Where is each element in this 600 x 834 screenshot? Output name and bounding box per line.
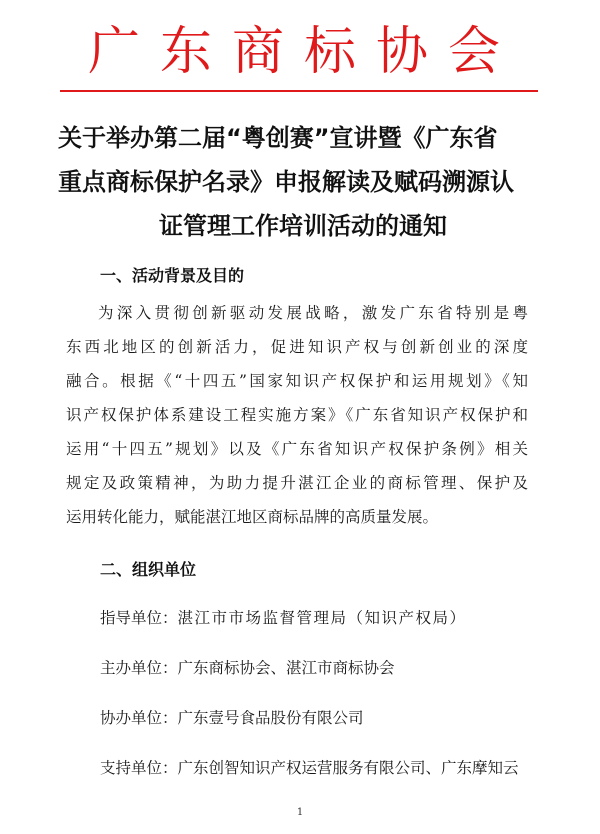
page-number: 1 bbox=[296, 807, 304, 818]
title-line-2: 重点商标保护名录》申报解读及赋码溯源认 bbox=[58, 168, 514, 196]
organizer-row-support bbox=[100, 756, 540, 780]
paragraph-line: 运用转化能力，赋能湛江地区商标品牌的高质量发展。 bbox=[66, 508, 439, 526]
letterhead-red-divider bbox=[60, 90, 538, 92]
organizer-value: 湛江市市场监督管理局（知识产权局） bbox=[177, 609, 467, 627]
organizer-label: 指导单位： bbox=[100, 609, 178, 627]
paragraph-line: 规定及政策精神，为助力提升湛江企业的商标管理、保护及 bbox=[66, 474, 528, 492]
section-heading-organizers: 二、组织单位 bbox=[100, 560, 197, 579]
document-title bbox=[58, 116, 548, 248]
title-line-3: 证管理工作培训活动的通知 bbox=[159, 212, 447, 240]
paragraph-line: 识产权保护体系建设工程实施方案》《广东省知识产权保护和 bbox=[66, 406, 528, 424]
organizer-label: 支持单位： bbox=[100, 759, 178, 777]
paragraph-line: 融合。根据《“十四五”国家知识产权保护和运用规划》《知 bbox=[66, 372, 528, 390]
organizer-value: 广东壹号食品股份有限公司 bbox=[177, 709, 364, 727]
paragraph-line: 为深入贯彻创新驱动发展战略，激发广东省特别是粤 bbox=[98, 304, 528, 322]
section-heading-background: 一、活动背景及目的 bbox=[100, 266, 245, 285]
organizer-label: 协办单位： bbox=[100, 709, 178, 727]
organizer-label: 主办单位： bbox=[100, 659, 178, 677]
organizer-value: 广东创智知识产权运营服务有限公司、广东摩知云 bbox=[177, 759, 519, 777]
organizer-row-co-organizer bbox=[100, 706, 540, 730]
organizer-row-host bbox=[100, 656, 540, 680]
organizer-value: 广东商标协会、湛江市商标协会 bbox=[177, 659, 395, 677]
paragraph-line: 运用“十四五”规划》以及《广东省知识产权保护条例》相关 bbox=[66, 440, 528, 458]
letterhead-organization-name: 广东商标协会 bbox=[87, 22, 520, 82]
title-line-1: 关于举办第二届“粤创赛”宣讲暨《广东省 bbox=[58, 124, 498, 152]
organizer-row-guidance bbox=[100, 606, 540, 630]
paragraph-line: 东西北地区的创新活力，促进知识产权与创新创业的深度 bbox=[66, 338, 528, 356]
background-paragraph bbox=[66, 296, 528, 534]
